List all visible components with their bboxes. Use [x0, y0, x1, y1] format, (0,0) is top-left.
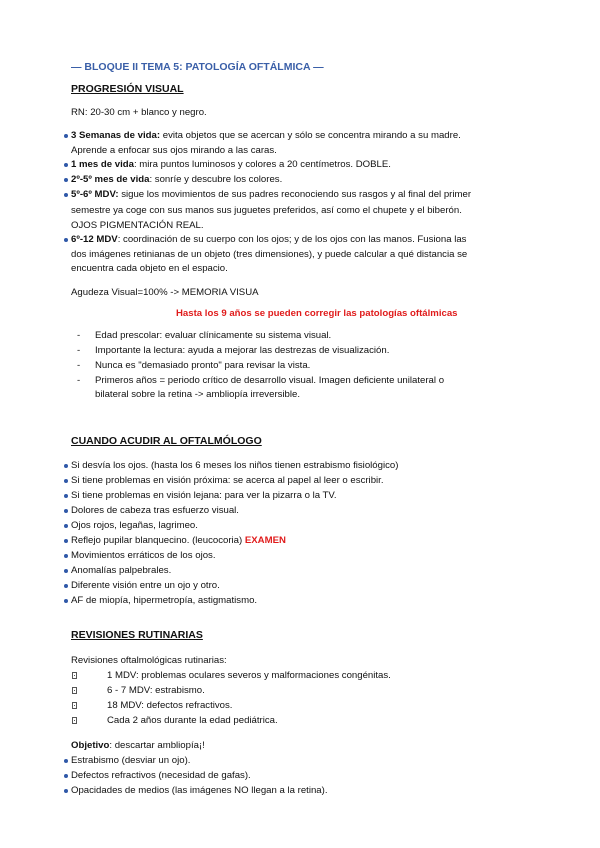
bullet-icon	[64, 524, 68, 528]
dash-item: Primeros años = periodo crítico de desarrollo visual. Imagen deficiente unilateral o	[95, 375, 445, 386]
bullet-icon	[64, 494, 68, 498]
list-item-continuation: semestre ya coge con sus manos sus juguetes preferidos, así como el chupete y el biberón.	[71, 205, 462, 216]
dash-icon: -	[77, 345, 81, 356]
dash-icon: -	[77, 330, 81, 341]
list-item: 6º-12 MDV: coordinación de su cuerpo con los ojos; y de los ojos con las manos. Fusiona las	[71, 234, 467, 245]
bullet-icon	[64, 569, 68, 573]
bullet-icon	[64, 554, 68, 558]
bullet-icon	[64, 509, 68, 513]
objetivo-line: Objetivo: descartar ambliopía¡!	[71, 740, 205, 751]
list-item: Opacidades de medios (las imágenes NO llegan a la retina).	[71, 785, 328, 796]
bullet-icon	[64, 599, 68, 603]
section-heading-cuando: CUANDO ACUDIR AL OFTALMÓLOGO	[71, 435, 262, 447]
square-bullet-icon	[72, 717, 77, 724]
bullet-icon	[64, 774, 68, 778]
bullet-icon	[64, 464, 68, 468]
section-heading-progresion: PROGRESIÓN VISUAL	[71, 83, 184, 95]
bullet-icon	[64, 759, 68, 763]
checklist-item: Cada 2 años durante la edad pediátrica.	[107, 715, 278, 726]
list-item: 2º-5º mes de vida: sonríe y descubre los colores.	[71, 174, 283, 185]
list-item-continuation: Aprende a enfocar sus ojos mirando a las caras.	[71, 145, 277, 156]
list-item: Si desvía los ojos. (hasta los 6 meses los niños tienen estrabismo fisiológico)	[71, 460, 399, 471]
intro-text: Revisiones oftalmológicas rutinarias:	[71, 655, 227, 666]
section-heading-revisiones: REVISIONES RUTINARIAS	[71, 629, 203, 641]
list-item: Ojos rojos, legañas, lagrimeo.	[71, 520, 198, 531]
list-item-continuation: OJOS PIGMENTACIÓN REAL.	[71, 220, 204, 231]
list-item: Dolores de cabeza tras esfuerzo visual.	[71, 505, 239, 516]
list-item: 1 mes de vida: mira puntos luminosos y colores a 20 centímetros. DOBLE.	[71, 159, 391, 170]
list-item: Diferente visión entre un ojo y otro.	[71, 580, 220, 591]
list-item: Reflejo pupilar blanquecino. (leucocoria) EXAMEN	[71, 535, 286, 546]
dash-icon: -	[77, 375, 81, 386]
list-item: Anomalías palpebrales.	[71, 565, 172, 576]
list-item: AF de miopía, hipermetropía, astigmatismo.	[71, 595, 258, 606]
bullet-icon	[64, 178, 68, 182]
bullet-icon	[64, 163, 68, 167]
bullet-icon	[64, 584, 68, 588]
list-item: Movimientos erráticos de los ojos.	[71, 550, 216, 561]
dash-item: Nunca es "demasiado pronto" para revisar la vista.	[95, 360, 311, 371]
list-item: Si tiene problemas en visión lejana: para ver la pizarra o la TV.	[71, 490, 337, 501]
dash-item: Importante la lectura: ayuda a mejorar las destrezas de visualización.	[95, 345, 390, 356]
bullet-icon	[64, 238, 68, 242]
intro-text: RN: 20-30 cm + blanco y negro.	[71, 107, 207, 118]
list-item-continuation: dos imágenes retinianas de un objeto (tres dimensiones), y puede calcular a qué distancia se	[71, 249, 468, 260]
checklist-item: 18 MDV: defectos refractivos.	[107, 700, 233, 711]
list-item: 3 Semanas de vida: evita objetos que se acercan y sólo se concentra mirando a su madre.	[71, 130, 461, 141]
dash-item: Edad prescolar: evaluar clínicamente su sistema visual.	[95, 330, 332, 341]
bullet-icon	[64, 193, 68, 197]
list-item-continuation: encuentra cada objeto en el espacio.	[71, 263, 228, 274]
list-item: Estrabismo (desviar un ojo).	[71, 755, 191, 766]
highlight-text: Hasta los 9 años se pueden corregir las patologías oftálmicas	[176, 308, 458, 319]
checklist-item: 1 MDV: problemas oculares severos y malformaciones congénitas.	[107, 670, 391, 681]
bullet-icon	[64, 539, 68, 543]
agudeza-text: Agudeza Visual=100% -> MEMORIA VISUA	[71, 287, 259, 298]
list-item: Si tiene problemas en visión próxima: se acerca al papel al leer o escribir.	[71, 475, 384, 486]
list-item: 5º-6º MDV: sigue los movimientos de sus padres reconociendo sus rasgos y al final del primer	[71, 189, 472, 200]
dash-icon: -	[77, 360, 81, 371]
list-item: Defectos refractivos (necesidad de gafas).	[71, 770, 251, 781]
bullet-icon	[64, 789, 68, 793]
square-bullet-icon	[72, 672, 77, 679]
examen-label: EXAMEN	[244, 535, 286, 546]
dash-item-continuation: bilateral sobre la retina -> ambliopía irreversible.	[95, 389, 301, 400]
square-bullet-icon	[72, 702, 77, 709]
checklist-item: 6 - 7 MDV: estrabismo.	[107, 685, 205, 696]
bullet-icon	[64, 479, 68, 483]
bullet-icon	[64, 134, 68, 138]
square-bullet-icon	[72, 687, 77, 694]
page-title: — BLOQUE II TEMA 5: PATOLOGÍA OFTÁLMICA —	[71, 61, 324, 73]
